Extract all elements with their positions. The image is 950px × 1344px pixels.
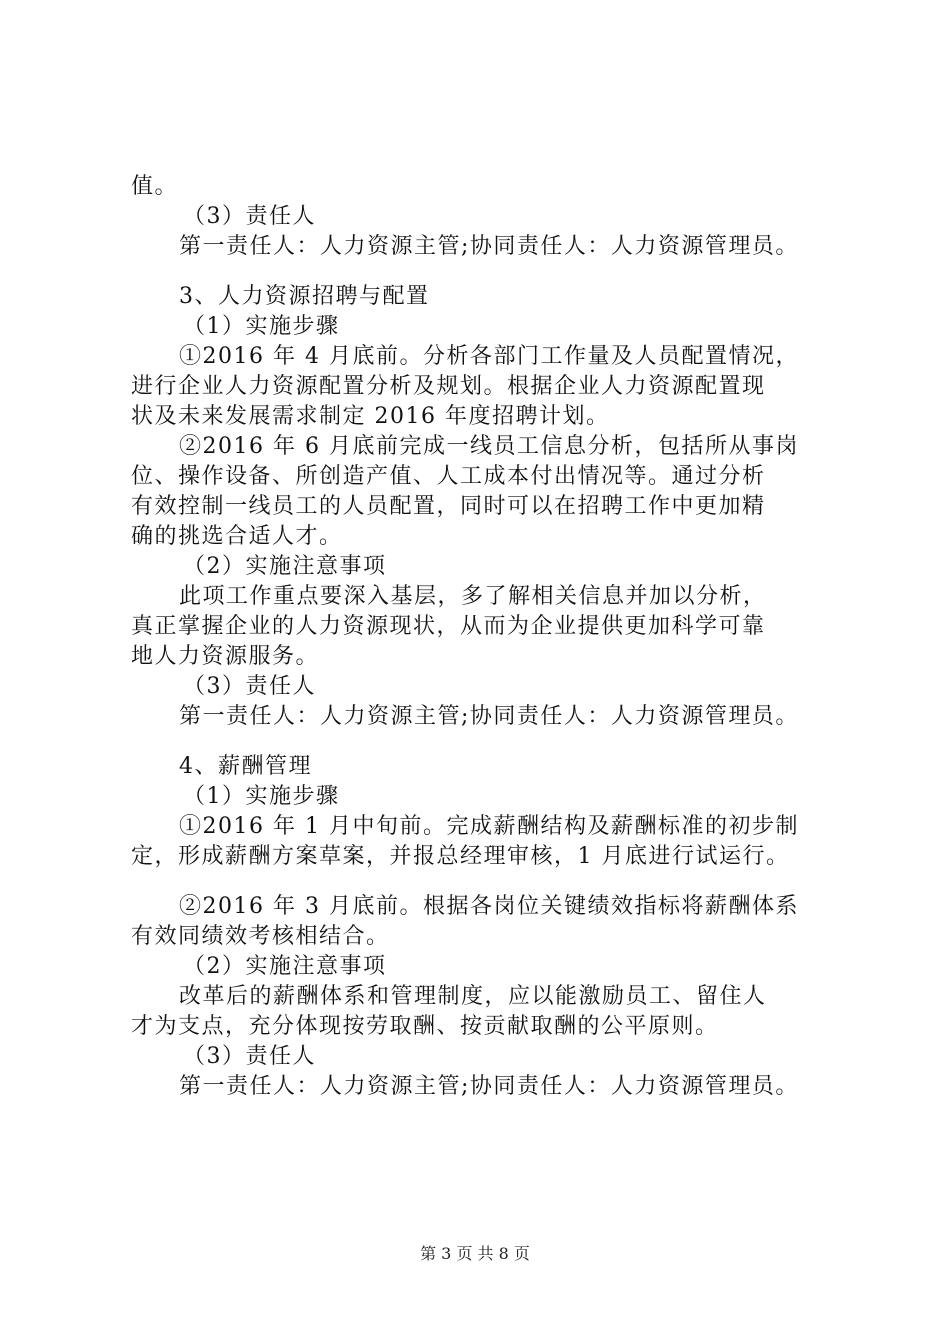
text-line: 第一责任人：人力资源主管;协同责任人：人力资源管理员。 bbox=[179, 704, 799, 729]
subheading-responsible: （3）责任人 bbox=[183, 204, 316, 229]
subheading-steps: （1）实施步骤 bbox=[183, 784, 340, 809]
text-line: 第一责任人：人力资源主管;协同责任人：人力资源管理员。 bbox=[179, 234, 799, 259]
page-number: 第 3 页 共 8 页 bbox=[420, 1244, 530, 1263]
text-line: 真正掌握企业的人力资源现状，从而为企业提供更加科学可靠 bbox=[131, 614, 766, 639]
text-line: 确的挑选合适人才。 bbox=[131, 524, 343, 549]
document-body bbox=[131, 172, 851, 1102]
text-line: 位、操作设备、所创造产值、人工成本付出情况等。通过分析 bbox=[131, 464, 766, 489]
subheading-notes: （2）实施注意事项 bbox=[183, 554, 387, 579]
subheading-notes: （2）实施注意事项 bbox=[183, 954, 387, 979]
section-heading-recruitment: 3、人力资源招聘与配置 bbox=[179, 284, 430, 309]
subheading-steps: （1）实施步骤 bbox=[183, 314, 340, 339]
text-line: ②2016 年 3 月底前。根据各岗位关键绩效指标将薪酬体系 bbox=[179, 894, 799, 919]
text-line: 改革后的薪酬体系和管理制度，应以能激励员工、留住人 bbox=[179, 984, 767, 1009]
text-line: 值。 bbox=[131, 174, 179, 199]
subheading-responsible: （3）责任人 bbox=[183, 1044, 316, 1069]
text-line: 此项工作重点要深入基层，多了解相关信息并加以分析， bbox=[179, 584, 767, 609]
text-line: 才为支点，充分体现按劳取酬、按贡献取酬的公平原则。 bbox=[131, 1014, 719, 1039]
text-line: 状及未来发展需求制定 2016 年度招聘计划。 bbox=[131, 404, 610, 429]
text-line: 进行企业人力资源配置分析及规划。根据企业人力资源配置现 bbox=[131, 374, 766, 399]
text-line: 有效同绩效考核相结合。 bbox=[131, 924, 390, 949]
text-line: 定，形成薪酬方案草案，并报总经理审核，1 月底进行试运行。 bbox=[131, 844, 790, 869]
subheading-responsible: （3）责任人 bbox=[183, 674, 316, 699]
page-footer bbox=[0, 1244, 950, 1264]
text-line: ②2016 年 6 月底前完成一线员工信息分析，包括所从事岗 bbox=[179, 434, 799, 459]
text-line: ①2016 年 1 月中旬前。完成薪酬结构及薪酬标准的初步制 bbox=[179, 814, 799, 839]
text-line: 第一责任人：人力资源主管;协同责任人：人力资源管理员。 bbox=[179, 1074, 799, 1099]
text-line: 地人力资源服务。 bbox=[131, 644, 320, 669]
text-line: ①2016 年 4 月底前。分析各部门工作量及人员配置情况， bbox=[179, 344, 799, 369]
text-line: 有效控制一线员工的人员配置，同时可以在招聘工作中更加精 bbox=[131, 494, 766, 519]
section-heading-compensation: 4、薪酬管理 bbox=[179, 754, 312, 779]
